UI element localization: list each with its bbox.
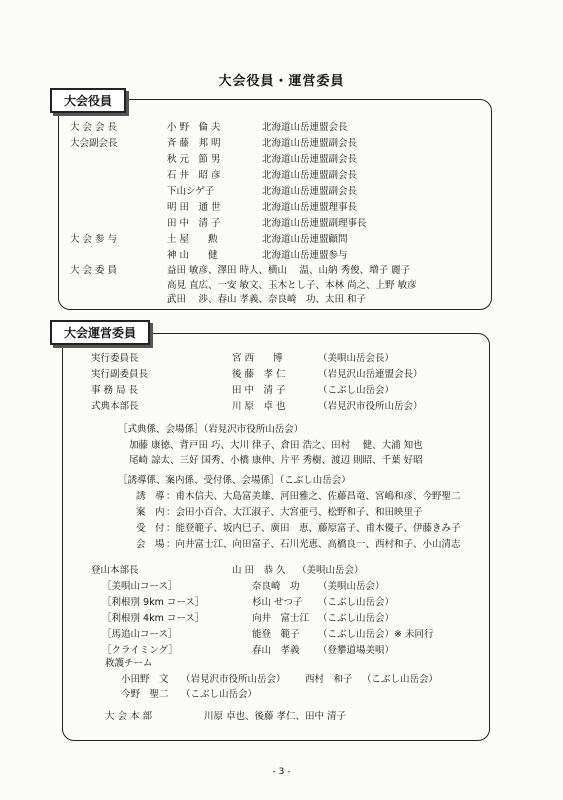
- officer-org: 北海道山岳連盟参与: [262, 250, 348, 261]
- course-org: （こぶし山岳会）: [318, 613, 395, 624]
- officer-org: 北海道山岳連盟副会長: [262, 170, 358, 181]
- course-leader: 奈良崎 功: [252, 581, 300, 592]
- guide-names: ：会田小百合、大江淑子、大宮亜弓、松野和子、和田映里子: [166, 507, 423, 518]
- course-leader: 杉山 せつ子: [252, 597, 303, 608]
- rescue-name: 西村 和子: [305, 674, 353, 685]
- climb-org: （美唄山岳会）: [297, 565, 364, 576]
- officer-name: 石 井 昭 彦: [167, 170, 221, 181]
- hq-names: 川原 卓也、後藤 孝仁、田中 清子: [204, 711, 347, 722]
- guide-role: 誘 導: [136, 491, 165, 502]
- course-org: （こぶし山岳会）: [318, 597, 395, 608]
- officer-role: 大 会 参 与: [70, 234, 118, 245]
- climb-role: 登山本部長: [91, 565, 139, 576]
- officer-name: 下山シゲ子: [167, 186, 215, 197]
- leader-org: （美唄山岳会長）: [318, 353, 395, 364]
- course-org: （登攀道場美唄）: [318, 645, 395, 656]
- course-label: ［美唄山コース］: [102, 581, 178, 592]
- climb-name: 山 田 恭 久: [232, 565, 286, 576]
- ceremony-line: 尾崎 諒太、三好 国秀、小橋 康伸、片平 秀樹、渡辺 則昭、千葉 好昭: [129, 455, 423, 466]
- rescue-org: （岩見沢市役所山岳会）: [181, 674, 286, 685]
- rescue-name: 小田野 文: [121, 674, 169, 685]
- leader-org: （岩見沢市役所山岳会）: [318, 401, 423, 412]
- rescue-label: 救護チーム: [105, 658, 153, 669]
- officer-role: 大会副会長: [70, 138, 118, 149]
- officers-section-label: 大会役員: [50, 88, 126, 113]
- ceremony-line: 加藤 康徳、背戸田 巧、大川 律子、倉田 浩之、田村 健、大浦 知也: [129, 440, 423, 451]
- members-line: 益田 敏彦、澤田 時人、横山 温、山納 秀俊、増子 麗子: [167, 265, 411, 276]
- officer-name: 神 山 健: [167, 250, 218, 261]
- officer-org: 北海道山岳連盟副会長: [262, 154, 358, 165]
- course-leader: 春山 孝義: [252, 645, 300, 656]
- officer-role: 大 会 会 長: [70, 122, 118, 133]
- leader-name: 宮 西 博: [232, 353, 283, 364]
- course-label: ［クライミング］: [102, 645, 179, 656]
- guide-names: ：甫木信夫、大島富美雄、河田雅之、佐藤昌竜、宮嶋和彦、今野聖二: [166, 491, 461, 502]
- course-label: ［利根別 9km コース］: [102, 597, 205, 608]
- course-label: ［利根別 4km コース］: [102, 613, 205, 624]
- ceremony-header: ［式典係、会場係］（岩見沢市役所山岳会）: [118, 424, 304, 435]
- officer-org: 北海道山岳連盟顧問: [262, 234, 348, 245]
- rescue-org: （こぶし山岳会）: [362, 674, 439, 685]
- rescue-org: （こぶし山岳会）: [181, 689, 258, 700]
- guide-names: ：能登範子、坂内巳子、廣田 恵、藤原富子、甫木優子、伊藤きみ子: [166, 523, 461, 534]
- leader-name: 田 中 清 子: [232, 385, 286, 396]
- officer-name: 田 中 清 子: [167, 218, 221, 229]
- guide-names: ：向井富士江、向田富子、石川光恵、高橋良一、西村和子、小山清志: [166, 539, 461, 550]
- officer-org: 北海道山岳連盟会長: [262, 122, 348, 133]
- officer-org: 北海道山岳連盟副理事長: [262, 218, 367, 229]
- officer-name: 秋 元 節 男: [167, 154, 221, 165]
- committee-section-label: 大会運営委員: [50, 320, 150, 345]
- guide-role: 会 場: [136, 539, 165, 550]
- officer-name: 小 野 倫 夫: [167, 122, 221, 133]
- leader-role: 事 務 局 長: [91, 385, 139, 396]
- members-role: 大 会 委 員: [70, 265, 118, 276]
- hq-role: 大 会 本 部: [105, 711, 153, 722]
- leader-name: 川 原 卓 也: [232, 401, 286, 412]
- leader-role: 実行委員長: [91, 353, 139, 364]
- officer-org: 北海道山岳連盟理事長: [262, 202, 358, 213]
- members-line: 武田 渉、春山 孝義、奈良崎 功、太田 和子: [167, 294, 367, 305]
- guide-header: ［誘導係、案内係、受付係、会場係］（こぶし山岳会）: [118, 475, 351, 486]
- page-title: 大会役員・運営委員: [218, 74, 345, 89]
- officer-org: 北海道山岳連盟副会長: [262, 138, 358, 149]
- officer-org: 北海道山岳連盟副会長: [262, 186, 358, 197]
- course-org: （美唄山岳会）: [318, 581, 385, 592]
- leader-role: 実行副委員長: [91, 369, 149, 380]
- officer-name: 明 田 通 世: [167, 202, 221, 213]
- guide-role: 案 内: [136, 507, 165, 518]
- course-leader: 向井 富士江: [252, 613, 310, 624]
- officer-name: 土 屋 勲: [167, 234, 218, 245]
- leader-org: （こぶし山岳会）: [318, 385, 395, 396]
- page-number: - 3 -: [272, 767, 291, 777]
- guide-role: 受 付: [136, 523, 165, 534]
- members-line: 高見 直広、一安 敏文、玉木とし子、本林 尚之、上野 敏彦: [167, 280, 417, 291]
- course-label: ［馬追山コース］: [102, 629, 178, 640]
- course-leader: 能登 範子: [252, 629, 300, 640]
- rescue-name: 今野 聖二: [121, 689, 169, 700]
- leader-name: 後 藤 孝 仁: [232, 369, 286, 380]
- officer-name: 斉 藤 邦 明: [167, 138, 221, 149]
- leader-org: （岩見沢山岳連盟会長）: [318, 369, 423, 380]
- course-org: （こぶし山岳会）※ 未同行: [318, 629, 434, 640]
- leader-role: 式典本部長: [91, 401, 139, 412]
